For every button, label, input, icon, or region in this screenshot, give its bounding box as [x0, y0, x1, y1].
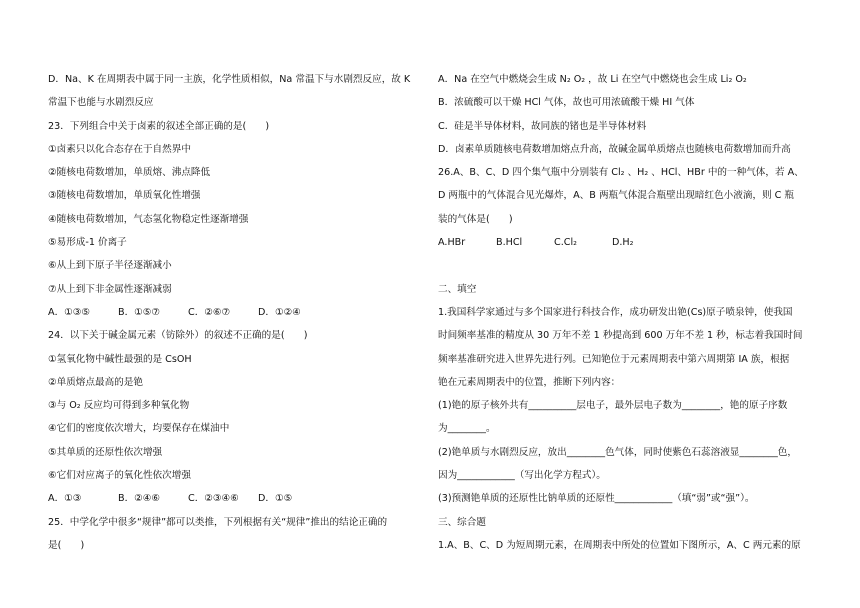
question-23-item-1: ①卤素只以化合态存在于自然界中	[48, 143, 191, 155]
question-23-option-b: B．①⑤⑦	[118, 306, 160, 318]
question-25-option-d: D．卤素单质随核电荷数增加熔点升高，故碱金属单质熔点也随核电荷数增加而升高	[438, 143, 791, 155]
question-23-options	[48, 301, 430, 324]
question-24-item-2: ②单质熔点最高的是铯	[48, 376, 143, 388]
question-24-item-5: ⑤其单质的还原性依次增强	[48, 446, 163, 458]
section-2-title: 二、填空	[438, 283, 477, 295]
question-24-option-a: A．①③	[48, 493, 82, 505]
question-23-option-c: C．②⑥⑦	[188, 306, 231, 318]
fill-question-1-stem-line-4: 铯在元素周期表中的位置，推断下列内容：	[438, 376, 621, 388]
question-24-options	[48, 487, 430, 510]
question-23-item-2: ②随核电荷数增加，单质熔、沸点降低	[48, 167, 211, 179]
question-24-item-6: ⑥它们对应离子的氧化性依次增强	[48, 470, 191, 482]
question-26-stem-line-3: 装的气体是( )	[438, 213, 513, 225]
question-26-option-b: B.HCl	[496, 237, 523, 249]
question-25-stem-line-2: 是( )	[48, 539, 85, 551]
fill-question-1-sub-2-line-2: 因为____________（写出化学方程式）。	[438, 470, 606, 482]
question-25-option-c: C．硅是半导体材料，故同族的锗也是半导体材料	[438, 120, 647, 132]
question-26-stem-line-2: D 两瓶中的气体混合见光爆炸，A、B 两瓶气体混合瓶壁出现暗红色小液滴，则 C 瓶	[438, 190, 795, 202]
right-column	[438, 68, 822, 557]
question-23-item-3: ③随核电荷数增加，单质氧化性增强	[48, 190, 201, 202]
fill-question-1-sub-2-line-1: (2)铯单质与水剧烈反应，放出________色气体，同时使紫色石蕊溶液显________色，	[438, 446, 797, 458]
question-24-stem: 24．以下关于碱金属元素（钫除外）的叙述不正确的是( )	[48, 330, 308, 342]
question-25-option-a: A．Na 在空气中燃烧会生成 N₂ O₂ ，故 Li 在空气中燃烧也会生成 Li₂ O₂	[438, 74, 747, 85]
fill-question-1-stem-line-3: 频率基准研究进入世界先进行列。已知铯位于元素周期表中第六周期第 IA 族，根据	[438, 353, 790, 365]
question-22-option-d-line-1: D．Na、K 在周期表中属于同一主族，化学性质相似，Na 常温下与水剧烈反应，故 K	[48, 74, 411, 85]
question-24-item-1: ①氢氧化物中碱性最强的是 CsOH	[48, 353, 192, 365]
comprehensive-question-1-stem: 1.A、B、C、D 为短周期元素，在周期表中所处的位置如下图所示，A、C 两元素的原	[438, 539, 801, 551]
question-23-option-a: A．①③⑤	[48, 306, 90, 318]
question-23-item-5: ⑤易形成-1 价离子	[48, 237, 127, 249]
question-24-item-4: ④它们的密度依次增大，均要保存在煤油中	[48, 423, 230, 435]
fill-question-1-sub-1-line-1: (1)铯的原子核外共有__________层电子，最外层电子数为________，铯的原子序数	[438, 400, 788, 412]
question-23-item-6: ⑥从上到下原子半径逐渐减小	[48, 260, 172, 272]
question-26-option-a: A.HBr	[438, 237, 466, 249]
question-26-options	[438, 231, 822, 254]
question-24-option-c: C．②③④⑥	[188, 493, 239, 505]
fill-question-1-sub-3: (3)预测铯单质的还原性比钠单质的还原性____________（填“弱”或“强”）。	[438, 493, 755, 505]
left-column	[48, 68, 430, 557]
question-23-stem: 23．下列组合中关于卤素的叙述全部正确的是( )	[48, 120, 270, 132]
question-23-item-7: ⑦从上到下非金属性逐渐减弱	[48, 283, 172, 295]
question-23-option-d: D．①②④	[258, 306, 301, 318]
section-3-title: 三、综合题	[438, 516, 486, 528]
question-25-stem-line-1: 25．中学化学中很多“规律”都可以类推，下列根据有关“规律”推出的结论正确的	[48, 516, 388, 528]
question-26-stem-line-1: 26.A、B、C、D 四个集气瓶中分别装有 Cl₂ 、H₂ 、HCl、HBr 中的一种气体，若 A、	[438, 167, 804, 179]
fill-question-1-sub-1-line-2: 为________。	[438, 423, 496, 435]
question-22-option-d-line-2: 常温下也能与水剧烈反应	[48, 97, 154, 109]
question-26-option-d: D.H₂	[612, 237, 634, 249]
fill-question-1-stem-line-1: 1.我国科学家通过与多个国家进行科技合作，成功研发出铯(Cs)原子喷泉钟，使我国	[438, 306, 793, 318]
question-24-option-b: B．②④⑥	[118, 493, 160, 505]
question-26-option-c: C.Cl₂	[554, 237, 577, 249]
fill-question-1-stem-line-2: 时间频率基准的精度从 30 万年不差 1 秒提高到 600 万年不差 1 秒，标志着我国时间	[438, 330, 803, 342]
question-24-option-d: D．①⑤	[258, 493, 293, 505]
spacer	[438, 254, 822, 277]
question-25-option-b: B．浓硫酸可以干燥 HCl 气体，故也可用浓硫酸干燥 HI 气体	[438, 97, 695, 109]
question-23-item-4: ④随核电荷数增加，气态氢化物稳定性逐渐增强	[48, 213, 249, 225]
question-24-item-3: ③与 O₂ 反应均可得到多种氧化物	[48, 400, 190, 412]
